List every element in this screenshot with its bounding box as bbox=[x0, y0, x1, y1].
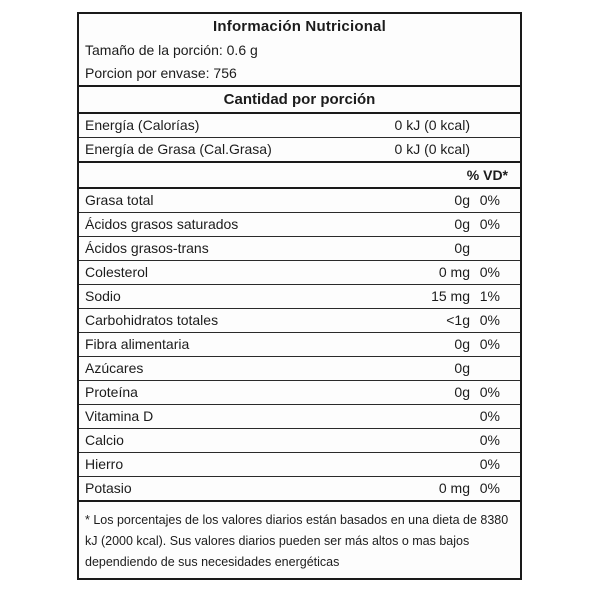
nutrient-name: Carbohidratos totales bbox=[85, 312, 219, 328]
nutrient-amount: 0g bbox=[454, 240, 470, 256]
daily-value-header: % VD* bbox=[79, 161, 520, 189]
nutrition-facts-label bbox=[77, 12, 522, 580]
nutrient-list bbox=[79, 189, 520, 502]
energy-row bbox=[79, 114, 520, 138]
nutrient-name: Grasa total bbox=[85, 192, 154, 208]
nutrient-dv: 0% bbox=[479, 432, 500, 448]
table-row bbox=[79, 237, 520, 261]
table-row bbox=[79, 381, 520, 405]
table-row bbox=[79, 429, 520, 453]
table-row bbox=[79, 333, 520, 357]
footnote: * Los porcentajes de los valores diarios están basados en una dieta de 8380 kJ (2000 kcal). Sus valores diarios pueden ser más altos o mas bajos dependiendo de sus necesidades energéticas bbox=[85, 513, 509, 569]
amount-per-serving-header: Cantidad por porción bbox=[79, 85, 520, 114]
fat-energy-row bbox=[79, 138, 520, 161]
table-row bbox=[79, 405, 520, 429]
serving-size: Tamaño de la porción: 0.6 g bbox=[85, 42, 258, 58]
nutrient-dv: 0% bbox=[479, 312, 500, 328]
nutrient-amount: 0g bbox=[454, 360, 470, 376]
nutrient-name: Calcio bbox=[85, 432, 124, 448]
nutrient-amount: 15 mg bbox=[431, 288, 470, 304]
nutrient-name: Azúcares bbox=[85, 360, 144, 376]
nutrient-dv: 1% bbox=[479, 288, 500, 304]
nutrient-amount: <1g bbox=[446, 312, 470, 328]
fat-energy-name: Energía de Grasa (Cal.Grasa) bbox=[85, 141, 272, 157]
table-row bbox=[79, 285, 520, 309]
nutrient-name: Proteína bbox=[85, 384, 138, 400]
nutrient-amount: 0g bbox=[454, 384, 470, 400]
nutrient-name: Ácidos grasos saturados bbox=[85, 216, 239, 232]
fat-energy-value: 0 kJ (0 kcal) bbox=[394, 141, 470, 157]
nutrient-amount: 0 mg bbox=[438, 480, 470, 496]
table-row bbox=[79, 213, 520, 237]
servings-per-container: Porcion por envase: 756 bbox=[85, 65, 237, 81]
label-title: Información Nutricional bbox=[213, 18, 386, 35]
nutrient-dv: 0% bbox=[479, 264, 500, 280]
nutrient-name: Sodio bbox=[85, 288, 121, 304]
table-row bbox=[79, 261, 520, 285]
table-row bbox=[79, 309, 520, 333]
energy-value: 0 kJ (0 kcal) bbox=[394, 117, 470, 133]
nutrient-name: Hierro bbox=[85, 456, 124, 472]
nutrient-amount: 0g bbox=[454, 192, 470, 208]
energy-name: Energía (Calorías) bbox=[85, 117, 200, 133]
nutrient-name: Ácidos grasos-trans bbox=[85, 240, 209, 256]
nutrient-dv: 0% bbox=[479, 480, 500, 496]
table-row bbox=[79, 357, 520, 381]
nutrient-name: Fibra alimentaria bbox=[85, 336, 190, 352]
nutrient-dv: 0% bbox=[479, 192, 500, 208]
table-row bbox=[79, 453, 520, 477]
nutrient-dv: 0% bbox=[479, 456, 500, 472]
table-row bbox=[79, 189, 520, 213]
nutrient-dv: 0% bbox=[479, 336, 500, 352]
nutrient-name: Potasio bbox=[85, 480, 132, 496]
nutrient-dv: 0% bbox=[479, 408, 500, 424]
table-row bbox=[79, 477, 520, 502]
nutrient-amount: 0g bbox=[454, 216, 470, 232]
nutrient-name: Colesterol bbox=[85, 264, 149, 280]
nutrient-dv: 0% bbox=[479, 216, 500, 232]
nutrient-amount: 0g bbox=[454, 336, 470, 352]
nutrient-name: Vitamina D bbox=[85, 408, 154, 424]
nutrient-amount: 0 mg bbox=[438, 264, 470, 280]
nutrient-dv: 0% bbox=[479, 384, 500, 400]
